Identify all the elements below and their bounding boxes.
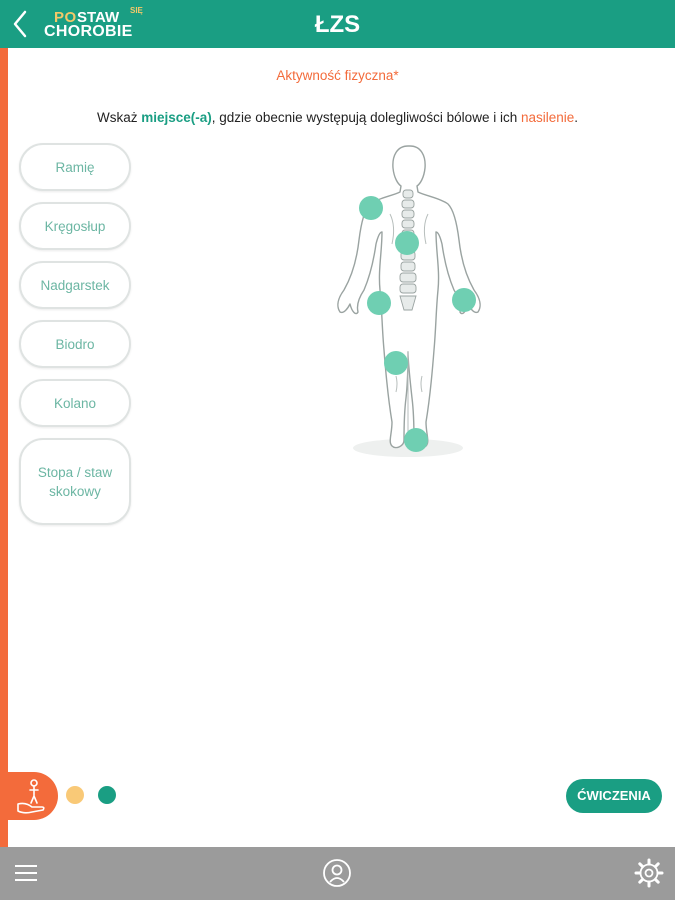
- instruction-highlight-intensity: nasilenie: [520, 110, 575, 125]
- logo-sie: SIĘ: [130, 6, 143, 15]
- logo-po: PO: [54, 9, 77, 26]
- profile-icon[interactable]: [322, 858, 352, 888]
- pain-spot-shoulder[interactable]: [359, 196, 383, 220]
- pager-dot-1[interactable]: [66, 786, 84, 804]
- page-title: ŁZS: [314, 11, 361, 38]
- body-part-button-wrist[interactable]: Nadgarstek: [19, 261, 131, 309]
- instruction-part2: , gdzie obecnie występują dolegliwości bólowe i ich: [211, 110, 521, 125]
- logo-staw: STAW: [77, 9, 120, 26]
- instruction-text: [0, 110, 675, 125]
- logo-chorobie: CHOROBIE: [44, 23, 133, 40]
- gear-icon[interactable]: [634, 858, 664, 888]
- bottom-navigation-bar: [0, 847, 675, 900]
- hamburger-menu-icon[interactable]: [14, 863, 38, 883]
- exercises-button[interactable]: ĆWICZENIA: [566, 779, 662, 813]
- pager-dot-2-active[interactable]: [98, 786, 116, 804]
- pain-spot-hip[interactable]: [367, 291, 391, 315]
- app-header: [0, 0, 675, 48]
- left-accent-rail: [0, 48, 8, 847]
- instruction-highlight-place: miejsce(-a): [141, 110, 212, 125]
- hand-figure-icon: [12, 774, 52, 818]
- body-part-button-hip[interactable]: Biodro: [19, 320, 131, 368]
- therapy-tab[interactable]: [0, 772, 58, 820]
- body-part-button-knee[interactable]: Kolano: [19, 379, 131, 427]
- section-title: Aktywność fizyczna*: [276, 68, 399, 83]
- body-part-button-shoulder[interactable]: Ramię: [19, 143, 131, 191]
- instruction-part1: Wskaż: [96, 110, 142, 125]
- pain-spot-knee[interactable]: [384, 351, 408, 375]
- instruction-part3: .: [574, 110, 579, 125]
- pain-spot-ankle[interactable]: [404, 428, 428, 452]
- body-figure: [330, 140, 490, 465]
- body-part-button-ankle[interactable]: Stopa / staw skokowy: [19, 438, 131, 525]
- pain-spot-spine[interactable]: [395, 231, 419, 255]
- pain-spot-wrist[interactable]: [452, 288, 476, 312]
- body-part-button-spine[interactable]: Kręgosłup: [19, 202, 131, 250]
